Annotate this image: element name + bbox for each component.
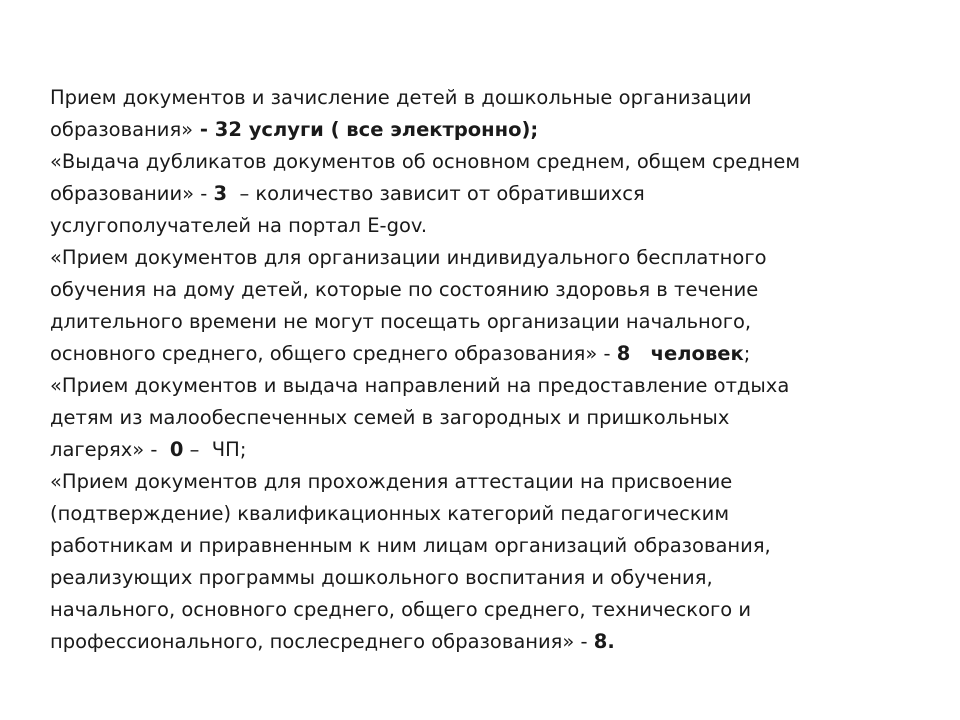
text-line <box>50 338 930 370</box>
text-segment: лагерях» - <box>50 438 170 461</box>
text-line <box>50 402 930 434</box>
bold-text-segment: 3 <box>213 182 228 205</box>
text-line <box>50 562 930 594</box>
text-segment: образования» <box>50 118 194 141</box>
bold-text-segment: 8 человек <box>616 342 744 365</box>
text-line <box>50 530 930 562</box>
text-line <box>50 146 930 178</box>
text-line <box>50 242 930 274</box>
bold-text-segment: 8. <box>593 630 615 653</box>
text-line <box>50 306 930 338</box>
text-segment: обучения на дому детей, которые по состоянию здоровья в течение <box>50 278 759 301</box>
text-line <box>50 434 930 466</box>
text-line <box>50 82 930 114</box>
text-segment: начального, основного среднего, общего среднего, технического и <box>50 598 752 621</box>
text-segment: основного среднего, общего среднего образования» - <box>50 342 617 365</box>
text-line <box>50 466 930 498</box>
bold-text-segment: 0 <box>169 438 184 461</box>
text-segment: реализующих программы дошкольного воспитания и обучения, <box>50 566 713 589</box>
text-line <box>50 370 930 402</box>
text-segment: «Выдача дубликатов документов об основном среднем, общем среднем <box>50 150 801 173</box>
text-segment: «Прием документов и выдача направлений на предоставление отдыха <box>50 374 790 397</box>
text-segment: работникам и приравненным к ним лицам организаций образования, <box>50 534 771 557</box>
text-line <box>50 594 930 626</box>
text-segment: «Прием документов для прохождения аттестации на присвоение <box>50 470 733 493</box>
slide-body-text <box>50 82 930 658</box>
text-segment: – ЧП; <box>183 438 247 461</box>
text-segment: детям из малообеспеченных семей в загородных и пришкольных <box>50 406 730 429</box>
text-line <box>50 210 930 242</box>
bold-text-segment: - 32 услуги ( все электронно); <box>193 118 539 141</box>
text-line <box>50 114 930 146</box>
text-segment: – количество зависит от обратившихся <box>227 182 645 205</box>
text-segment: (подтверждение) квалификационных категорий педагогическим <box>50 502 730 525</box>
text-segment: длительного времени не могут посещать организации начального, <box>50 310 752 333</box>
text-line <box>50 626 930 658</box>
text-segment: «Прием документов для организации индивидуального бесплатного <box>50 246 767 269</box>
text-segment: Прием документов и зачисление детей в дошкольные организации <box>50 86 752 109</box>
text-line <box>50 178 930 210</box>
text-line <box>50 274 930 306</box>
text-segment: образовании» - <box>50 182 214 205</box>
text-segment: ; <box>743 342 751 365</box>
text-segment: профессионального, послесреднего образования» - <box>50 630 594 653</box>
text-line <box>50 498 930 530</box>
text-segment: услугополучателей на портал E-gov. <box>50 214 428 237</box>
